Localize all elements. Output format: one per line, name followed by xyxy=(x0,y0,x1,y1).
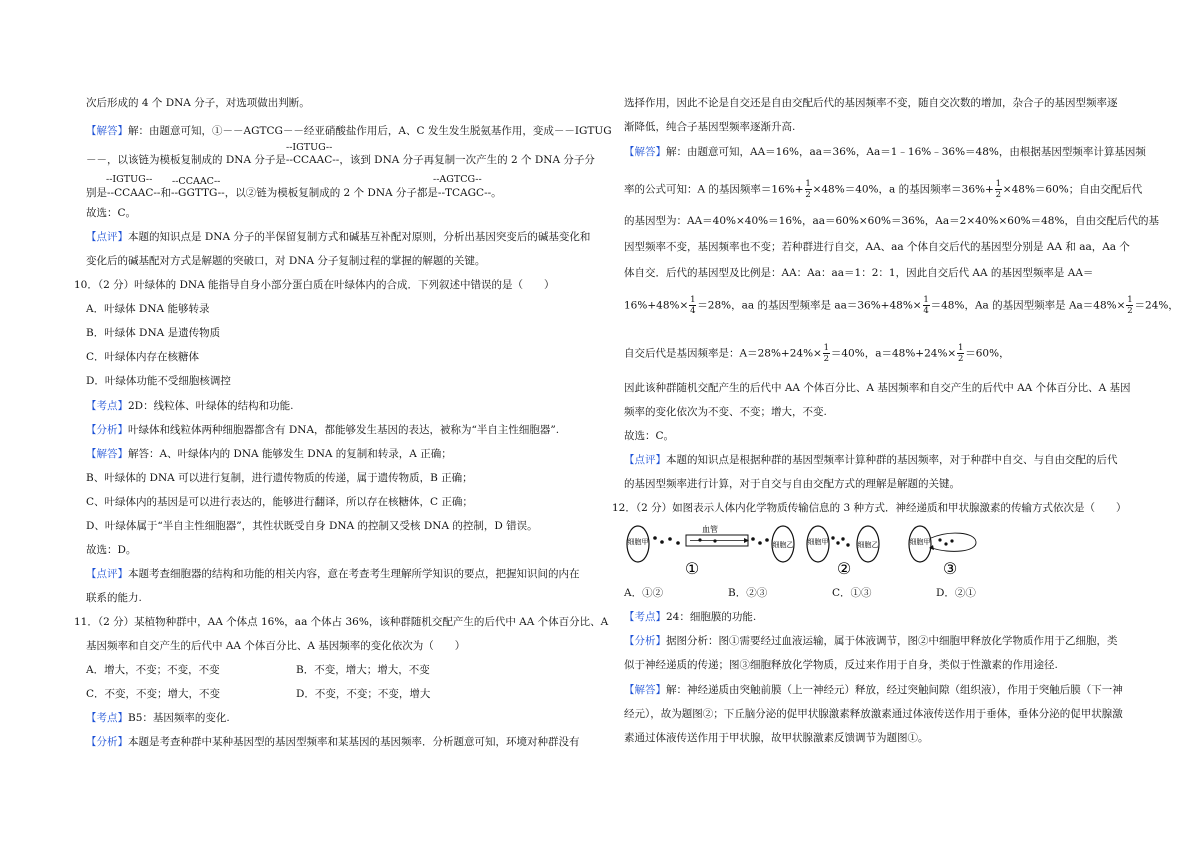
option-b: B．叶绿体 DNA 是遗传物质 xyxy=(86,327,221,339)
answer-line: 别是--CCAAC--和--GGTTG--，以②链为模板复制成的 2 个 DNA 分子都是--TCAGC--。 xyxy=(86,187,502,199)
analysis-line: 选择作用，因此不论是自交还是自由交配后代的基因频率不变，随自交次数的增加，杂合子的基因型频率逐 xyxy=(624,97,1118,109)
answer-line: 经元），故为题图②；下丘脑分泌的促甲状腺激素释放激素通过体液传送作用于垂体，垂体分泌的促甲状腺激 xyxy=(624,708,1123,720)
review-text: 本题的知识点是 DNA 分子的半保留复制方式和碱基互补配对原则，分析出基因突变后的碱基变化和 xyxy=(128,231,591,243)
answer-line: 体自交．后代的基因型及比例是：AA：Aa：aa＝1：2：1，因此自交后代 AA 的基因型频率是 AA＝ xyxy=(624,267,1094,279)
cell-a-label: 细胞甲 xyxy=(807,538,829,546)
keypoint-tag: 【考点】 xyxy=(86,400,128,412)
option-a: A．增大，不变；不变，不变 xyxy=(86,664,220,676)
analysis-tag: 【分析】 xyxy=(86,736,128,748)
analysis-text: 叶绿体和线粒体两种细胞器都含有 DNA，都能够发生基因的表达，被称为“半自主性细胞器”. xyxy=(128,424,560,436)
keypoint-line xyxy=(86,399,293,413)
fraction-half: $\frac{1}{2}$ xyxy=(995,179,1001,200)
text-line: 次后形成的 4 个 DNA 分子，对选项做出判断。 xyxy=(86,97,310,109)
option-d: D．不变，不变；不变，增大 xyxy=(296,688,431,700)
analysis-tag: 【分析】 xyxy=(86,424,128,436)
answer-line xyxy=(624,145,1146,159)
option-a: A．叶绿体 DNA 能够转录 xyxy=(86,303,210,315)
fraction-half: $\frac{1}{2}$ xyxy=(958,343,964,364)
figure-number-1: ① xyxy=(684,559,700,578)
option-b: B．②③ xyxy=(728,587,768,599)
answer-text: 解：神经递质由突触前膜（上一神经元）释放，经过突触间隙（组织液），作用于突触后膜（下一神 xyxy=(666,684,1123,696)
answer-line: C、叶绿体内的基因是可以进行表达的，能够进行翻译，所以存在核糖体，C 正确； xyxy=(86,496,473,508)
keypoint-line xyxy=(624,610,756,624)
figure-number-3: ③ xyxy=(942,559,958,578)
review-tag: 【点评】 xyxy=(86,568,128,580)
option-b: B．不变，增大；增大，不变 xyxy=(296,664,430,676)
review-line xyxy=(86,230,590,244)
formula-line: 率的公式可知：A 的基因频率＝16%+ $\frac{1}{2}$ ×48%＝40%，a 的基因频率＝36%+ $\frac{1}{2}$ ×48%＝60%；自由交配后代 xyxy=(624,179,1143,200)
formula-line: 自交后代是基因频率是：A＝28%+24%× $\frac{1}{2}$ ＝40%，a＝48%+24%× $\frac{1}{2}$ ＝60%， xyxy=(624,343,1010,364)
review-text: 本题考查细胞器的结构和功能的相关内容，意在考查考生理解所学知识的要点，把握知识间的内在 xyxy=(128,568,580,580)
answer-line: B、叶绿体的 DNA 可以进行复制，进行遗传物质的传递，属于遗传物质，B 正确； xyxy=(86,472,473,484)
fraction-quarter: $\frac{1}{4}$ xyxy=(690,295,696,316)
option-c: C．不变，不变；增大，不变 xyxy=(86,688,221,700)
choice-line: 故选：D。 xyxy=(86,544,137,556)
review-line: 变化后的碱基配对方式是解题的突破口，对 DNA 分子复制过程的掌握的解题的关键。 xyxy=(86,255,486,267)
question-11-stem: 基因频率和自交产生的后代中 AA 个体百分比、A 基因频率的变化依次为（ ） xyxy=(86,640,466,652)
option-d: D．②① xyxy=(936,587,976,599)
keypoint-text: 24：细胞膜的功能. xyxy=(666,611,757,623)
superscript-label: --CCAAC-- xyxy=(172,176,221,187)
analysis-text: 据图分析：图①需要经过血液运输，属于体液调节，图②中细胞甲释放化学物质作用于乙细胞，类 xyxy=(666,635,1118,647)
answer-line xyxy=(86,447,452,461)
answer-tag: 【解答】 xyxy=(624,684,666,696)
keypoint-text: 2D：线粒体、叶绿体的结构和功能. xyxy=(128,400,294,412)
question-12-stem: 12．（2 分）如图表示人体内化学物质传输信息的 3 种方式．神经递质和甲状腺激素的传输方式依次是（ ） xyxy=(612,502,1127,514)
choice-line: 故选：C。 xyxy=(86,207,137,219)
option-d: D．叶绿体功能不受细胞核调控 xyxy=(86,375,231,387)
review-line xyxy=(86,567,580,581)
analysis-text: 本题是考查种群中某种基因型的基因型频率和某基因的基因频率．分析题意可知，环境对种群没有 xyxy=(128,736,580,748)
option-c: C．①③ xyxy=(832,587,872,599)
choice-line: 故选：C。 xyxy=(624,430,675,442)
answer-line: 因此该种群随机交配产生的后代中 AA 个体百分比、A 基因频率和自交产生的后代中 AA 个体百分比、A 基因 xyxy=(624,382,1131,394)
answer-text: 解答：A、叶绿体内的 DNA 能够发生 DNA 的复制和转录，A 正确； xyxy=(128,448,452,460)
answer-text: 解：由题意可知，①－－AGTCG－－经亚硝酸盐作用后，A、C 发生发生脱氨基作用，变成－－IGTUG xyxy=(128,125,612,137)
answer-line: 素通过体液传送作用于甲状腺，故甲状腺激素反馈调节为题图①。 xyxy=(624,732,929,744)
fraction-half: $\frac{1}{2}$ xyxy=(805,179,811,200)
cell-b-label: 细胞乙 xyxy=(772,541,794,549)
formula-line: 16%+48%× $\frac{1}{4}$ ＝28%，aa 的基因型频率是 aa＝36%+48%× $\frac{1}{4}$ ＝48%，Aa 的基因型频率是 Aa＝48%× $\frac{1}{2}$ ＝24%， xyxy=(624,295,1179,316)
analysis-line xyxy=(624,634,1118,648)
keypoint-tag: 【考点】 xyxy=(624,611,666,623)
review-tag: 【点评】 xyxy=(86,231,128,243)
review-tag: 【点评】 xyxy=(624,454,666,466)
answer-tag: 【解答】 xyxy=(86,125,128,137)
question-11-stem: 11．（2 分）某植物种群中，AA 个体点 16%，aa 个体占 36%，该种群随机交配产生的后代中 AA 个体百分比、A xyxy=(74,616,609,628)
keypoint-text: B5：基因频率的变化. xyxy=(128,712,230,724)
fraction-half: $\frac{1}{2}$ xyxy=(823,343,830,364)
answer-line: 频率的变化依次为不变、不变；增大，不变. xyxy=(624,406,827,418)
superscript-label: --IGTUG-- xyxy=(106,174,153,185)
superscript-label: --IGTUG-- xyxy=(286,142,333,153)
answer-line: 因型频率不变，基因频率也不变；若种群进行自交，AA、aa 个体自交后代的基因型分别是 AA 和 aa，Aa 个 xyxy=(624,241,1130,253)
cell-a-label: 细胞甲 xyxy=(909,538,931,546)
fraction-half: $\frac{1}{2}$ xyxy=(1127,295,1133,316)
blood-vessel-label: 血管 xyxy=(702,525,718,534)
answer-text: 解：由题意可知，AA＝16%，aa＝36%，Aa＝1﹣16%﹣36%＝48%，由根据基因型频率计算基因频 xyxy=(666,146,1146,158)
review-line: 的基因型频率进行计算，对于自交与自由交配方式的理解是解题的关键。 xyxy=(624,478,960,490)
answer-line xyxy=(624,683,1123,697)
question-10-stem: 10．（2 分）叶绿体的 DNA 能指导自身小部分蛋白质在叶绿体内的合成．下列叙述中错误的是（ ） xyxy=(74,279,555,291)
answer-line: －－，以该链为模板复制成的 DNA 分子是--CCAAC--，该到 DNA 分子再复制一次产生的 2 个 DNA 分子分 xyxy=(86,154,595,166)
analysis-line xyxy=(86,423,559,437)
keypoint-line xyxy=(86,711,230,725)
molecule-dots xyxy=(653,536,680,545)
option-a: A．①② xyxy=(624,587,664,599)
fraction-quarter: $\frac{1}{4}$ xyxy=(923,295,929,316)
cell-a-label: 细胞甲 xyxy=(627,538,649,546)
review-line: 联系的能力. xyxy=(86,592,142,604)
analysis-line: 似于神经递质的传递；图③细胞释放化学物质，反过来作用于自身，类似于性激素的作用途径. xyxy=(624,659,1058,671)
figure-number-2: ② xyxy=(836,559,852,578)
chemical-transmission-figure xyxy=(620,520,1000,580)
review-text: 本题的知识点是根据种群的基因型频率计算种群的基因频率，对于种群中自交、与自由交配的后代 xyxy=(666,454,1118,466)
review-line xyxy=(624,453,1118,467)
analysis-line xyxy=(86,735,580,749)
analysis-line: 渐降低，纯合子基因型频率逐渐升高. xyxy=(624,121,796,133)
answer-tag: 【解答】 xyxy=(624,146,666,158)
answer-line xyxy=(86,124,612,138)
answer-line: 的基因型为：AA＝40%×40%＝16%，aa＝60%×60%＝36%，Aa＝2×40%×60%＝48%，自由交配后代的基 xyxy=(624,215,1159,227)
cell-b-label: 细胞乙 xyxy=(857,541,879,549)
answer-line: D、叶绿体属于“半自主性细胞器”，其性状既受自身 DNA 的控制又受核 DNA 的控制，D 错误。 xyxy=(86,520,538,532)
superscript-label: --AGTCG-- xyxy=(433,174,482,185)
answer-tag: 【解答】 xyxy=(86,448,128,460)
keypoint-tag: 【考点】 xyxy=(86,712,128,724)
option-c: C．叶绿体内存在核糖体 xyxy=(86,351,200,363)
analysis-tag: 【分析】 xyxy=(624,635,666,647)
